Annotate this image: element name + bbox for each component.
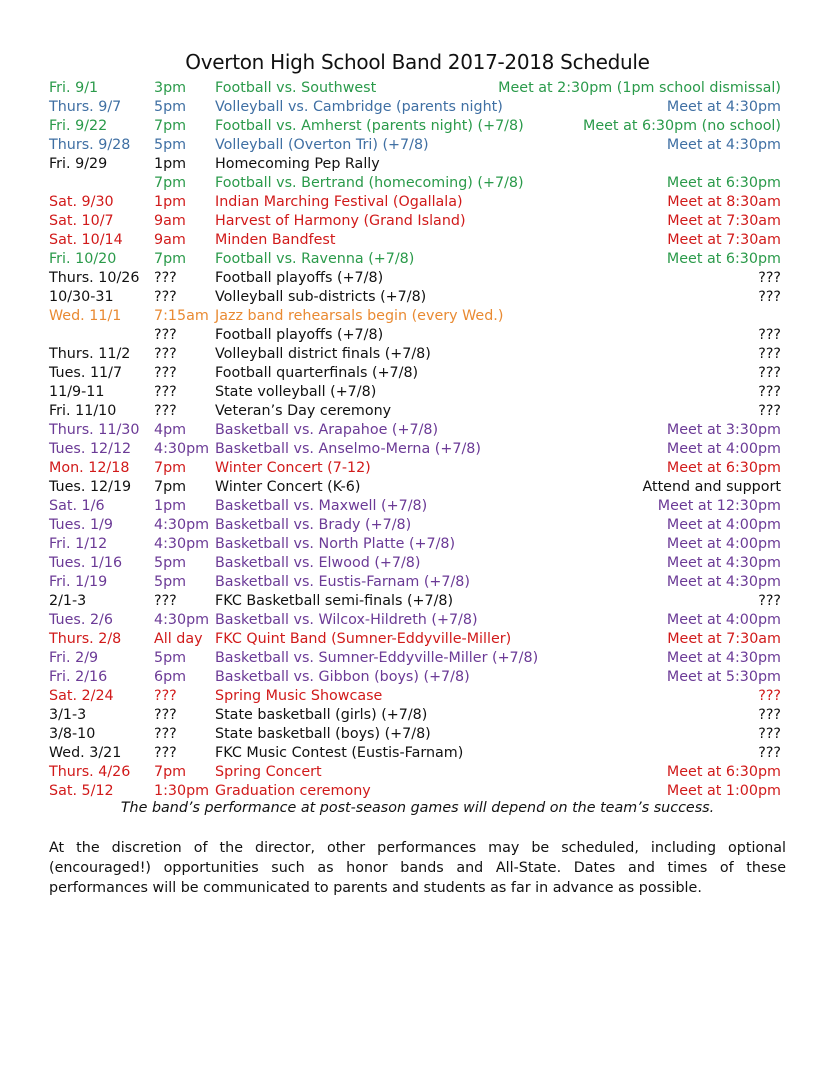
schedule-date: Fri. 9/29 (49, 156, 108, 172)
schedule-date: Sat. 10/14 (49, 232, 123, 248)
schedule-event: FKC Quint Band (Sumner-Eddyville-Miller) (215, 631, 512, 647)
schedule-meet-time: Meet at 4:30pm (666, 137, 781, 153)
schedule-meet-time: Meet at 4:00pm (666, 517, 781, 533)
schedule-time: 5pm (154, 574, 187, 590)
schedule-event: Volleyball vs. Cambridge (parents night) (215, 99, 503, 115)
schedule-time: 6pm (154, 669, 187, 685)
schedule-time: 1pm (154, 498, 187, 514)
schedule-date: Tues. 11/7 (49, 365, 123, 381)
page-title: Overton High School Band 2017-2018 Schedule (185, 50, 650, 74)
schedule-date: Wed. 3/21 (49, 745, 122, 761)
schedule-event: Football vs. Bertrand (homecoming) (+7/8) (215, 175, 524, 191)
schedule-date: Sat. 2/24 (49, 688, 114, 704)
schedule-date: Fri. 9/22 (49, 118, 108, 134)
schedule-date: Fri. 1/12 (49, 536, 108, 552)
schedule-event: Football playoffs (+7/8) (215, 270, 384, 286)
schedule-meet-time: Meet at 6:30pm (666, 764, 781, 780)
schedule-meet-time: Meet at 7:30am (667, 213, 781, 229)
schedule-time: ??? (154, 270, 177, 286)
schedule-time: ??? (154, 365, 177, 381)
schedule-event: Basketball vs. Wilcox-Hildreth (+7/8) (215, 612, 478, 628)
schedule-event: State basketball (boys) (+7/8) (215, 726, 431, 742)
schedule-meet-time: Meet at 4:00pm (666, 441, 781, 457)
schedule-date: 11/9-11 (49, 384, 105, 400)
schedule-time: 4pm (154, 422, 187, 438)
schedule-row (49, 649, 781, 668)
schedule-event: Basketball vs. Elwood (+7/8) (215, 555, 421, 571)
schedule-meet-time: ??? (758, 365, 781, 381)
schedule-row (49, 706, 781, 725)
schedule-row (49, 250, 781, 269)
schedule-time: 7pm (154, 479, 187, 495)
schedule-row (49, 231, 781, 250)
schedule-date: Thurs. 10/26 (49, 270, 140, 286)
schedule-meet-time: Meet at 7:30am (667, 631, 781, 647)
discretion-paragraph: At the discretion of the director, other performances may be scheduled, including optional (encouraged!) opportunities such as honor bands and All-State. Dates and times of these performances will be communicated to parents and students as far in advance as possible. (49, 840, 786, 896)
schedule-row (49, 288, 781, 307)
schedule-date: Fri. 11/10 (49, 403, 117, 419)
schedule-event: Spring Concert (215, 764, 322, 780)
schedule-event: Winter Concert (K-6) (215, 479, 361, 495)
schedule-event: Football vs. Amherst (parents night) (+7/8) (215, 118, 524, 134)
schedule-time: 1:30pm (154, 783, 210, 799)
schedule-row (49, 212, 781, 231)
schedule-date: Mon. 12/18 (49, 460, 130, 476)
schedule-meet-time: Meet at 4:30pm (666, 574, 781, 590)
schedule-time: 9am (154, 232, 186, 248)
schedule-row (49, 497, 781, 516)
schedule-meet-time: Meet at 6:30pm (666, 175, 781, 191)
schedule-meet-time: ??? (758, 403, 781, 419)
schedule-meet-time: ??? (758, 270, 781, 286)
schedule-event: Football vs. Ravenna (+7/8) (215, 251, 415, 267)
schedule-meet-time: Meet at 4:30pm (666, 99, 781, 115)
schedule-time: ??? (154, 745, 177, 761)
schedule-meet-time: Meet at 4:30pm (666, 650, 781, 666)
schedule-time: 5pm (154, 99, 187, 115)
schedule-row (49, 364, 781, 383)
schedule-date: Thurs. 2/8 (49, 631, 122, 647)
schedule-meet-time: ??? (758, 327, 781, 343)
schedule-meet-time: ??? (758, 726, 781, 742)
schedule-row (49, 592, 781, 611)
schedule-meet-time: ??? (758, 707, 781, 723)
schedule-time: 7pm (154, 175, 187, 191)
schedule-date: Fri. 2/16 (49, 669, 108, 685)
schedule-event: Basketball vs. North Platte (+7/8) (215, 536, 456, 552)
schedule-time: ??? (154, 707, 177, 723)
schedule-time: 7pm (154, 251, 187, 267)
schedule-date: Tues. 1/9 (49, 517, 113, 533)
schedule-time: 7:15am (154, 308, 209, 324)
schedule-date: Tues. 12/19 (49, 479, 132, 495)
schedule-time: ??? (154, 403, 177, 419)
schedule-meet-time: Meet at 12:30pm (657, 498, 781, 514)
schedule-meet-time: Meet at 3:30pm (666, 422, 781, 438)
schedule-row (49, 345, 781, 364)
schedule-event: Harvest of Harmony (Grand Island) (215, 213, 466, 229)
schedule-time: 4:30pm (154, 612, 210, 628)
schedule-row (49, 668, 781, 687)
schedule-meet-time: Meet at 2:30pm (1pm school dismissal) (498, 80, 781, 96)
schedule-date: Sat. 10/7 (49, 213, 114, 229)
schedule-meet-time: Meet at 6:30pm (no school) (583, 118, 781, 134)
schedule-event: Veteran’s Day ceremony (215, 403, 392, 419)
schedule-time: 5pm (154, 555, 187, 571)
schedule-row (49, 98, 781, 117)
schedule-date: Thurs. 9/28 (49, 137, 131, 153)
schedule-meet-time: ??? (758, 688, 781, 704)
schedule-row (49, 269, 781, 288)
schedule-time: 1pm (154, 194, 187, 210)
schedule-time: ??? (154, 346, 177, 362)
schedule-row (49, 155, 781, 174)
schedule-row (49, 516, 781, 535)
schedule-event: Basketball vs. Eustis-Farnam (+7/8) (215, 574, 470, 590)
schedule-row (49, 725, 781, 744)
schedule-event: Jazz band rehearsals begin (every Wed.) (215, 308, 504, 324)
schedule-date: Tues. 1/16 (49, 555, 123, 571)
schedule-meet-time: Meet at 6:30pm (666, 251, 781, 267)
schedule-time: All day (154, 631, 203, 647)
schedule-date: Tues. 2/6 (49, 612, 113, 628)
schedule-time: 4:30pm (154, 536, 210, 552)
schedule-time: 5pm (154, 650, 187, 666)
schedule-event: Volleyball district finals (+7/8) (215, 346, 431, 362)
schedule-time: 7pm (154, 118, 187, 134)
schedule-row (49, 326, 781, 345)
schedule-time: 5pm (154, 137, 187, 153)
schedule-date: 3/8-10 (49, 726, 96, 742)
schedule-time: ??? (154, 327, 177, 343)
schedule-date: Sat. 1/6 (49, 498, 105, 514)
schedule-meet-time: Meet at 7:30am (667, 232, 781, 248)
schedule-table (49, 79, 781, 801)
schedule-event: FKC Basketball semi-finals (+7/8) (215, 593, 454, 609)
schedule-row (49, 459, 781, 478)
schedule-row (49, 744, 781, 763)
performance-note: The band’s performance at post-season games will depend on the team’s success. (120, 800, 715, 816)
schedule-date: Thurs. 11/30 (49, 422, 140, 438)
schedule-meet-time: Meet at 8:30am (667, 194, 781, 210)
schedule-row (49, 383, 781, 402)
schedule-date: Fri. 2/9 (49, 650, 99, 666)
schedule-date: Fri. 10/20 (49, 251, 117, 267)
schedule-meet-time: ??? (758, 745, 781, 761)
schedule-date: Sat. 5/12 (49, 783, 114, 799)
schedule-meet-time: Meet at 1:00pm (666, 783, 781, 799)
schedule-event: FKC Music Contest (Eustis-Farnam) (215, 745, 464, 761)
schedule-row (49, 478, 781, 497)
schedule-time: ??? (154, 726, 177, 742)
schedule-event: Indian Marching Festival (Ogallala) (215, 194, 463, 210)
schedule-time: ??? (154, 289, 177, 305)
schedule-meet-time: Attend and support (642, 479, 781, 495)
schedule-row (49, 687, 781, 706)
schedule-date: 2/1-3 (49, 593, 87, 609)
schedule-row (49, 630, 781, 649)
schedule-event: Basketball vs. Sumner-Eddyville-Miller (+7/8) (215, 650, 539, 666)
schedule-meet-time: Meet at 4:00pm (666, 612, 781, 628)
schedule-time: ??? (154, 384, 177, 400)
schedule-time: 4:30pm (154, 441, 210, 457)
schedule-date: Tues. 12/12 (49, 441, 132, 457)
schedule-row (49, 79, 781, 98)
schedule-event: Basketball vs. Gibbon (boys) (+7/8) (215, 669, 470, 685)
schedule-row (49, 193, 781, 212)
schedule-row (49, 174, 781, 193)
schedule-time: 7pm (154, 764, 187, 780)
schedule-row (49, 554, 781, 573)
schedule-time: ??? (154, 688, 177, 704)
schedule-date: Fri. 1/19 (49, 574, 108, 590)
schedule-event: Football playoffs (+7/8) (215, 327, 384, 343)
schedule-event: Minden Bandfest (215, 232, 336, 248)
schedule-row (49, 136, 781, 155)
schedule-meet-time: ??? (758, 384, 781, 400)
schedule-date: Fri. 9/1 (49, 80, 99, 96)
schedule-event: Basketball vs. Anselmo-Merna (+7/8) (215, 441, 481, 457)
schedule-row (49, 307, 781, 326)
schedule-date: 3/1-3 (49, 707, 87, 723)
schedule-event: State basketball (girls) (+7/8) (215, 707, 428, 723)
schedule-date: 10/30-31 (49, 289, 114, 305)
schedule-meet-time: Meet at 4:30pm (666, 555, 781, 571)
schedule-date: Wed. 11/1 (49, 308, 122, 324)
schedule-event: State volleyball (+7/8) (215, 384, 377, 400)
schedule-row (49, 440, 781, 459)
schedule-date: Thurs. 9/7 (49, 99, 122, 115)
schedule-event: Basketball vs. Arapahoe (+7/8) (215, 422, 439, 438)
schedule-event: Basketball vs. Maxwell (+7/8) (215, 498, 428, 514)
schedule-row (49, 535, 781, 554)
schedule-event: Basketball vs. Brady (+7/8) (215, 517, 412, 533)
schedule-row (49, 421, 781, 440)
schedule-meet-time: Meet at 5:30pm (666, 669, 781, 685)
schedule-event: Graduation ceremony (215, 783, 371, 799)
schedule-row (49, 763, 781, 782)
schedule-event: Volleyball (Overton Tri) (+7/8) (215, 137, 429, 153)
schedule-event: Spring Music Showcase (215, 688, 383, 704)
schedule-meet-time: Meet at 6:30pm (666, 460, 781, 476)
schedule-date: Thurs. 11/2 (49, 346, 131, 362)
schedule-time: 1pm (154, 156, 187, 172)
schedule-date: Thurs. 4/26 (49, 764, 131, 780)
schedule-row (49, 117, 781, 136)
schedule-meet-time: ??? (758, 289, 781, 305)
schedule-event: Football quarterfinals (+7/8) (215, 365, 419, 381)
schedule-time: 3pm (154, 80, 187, 96)
schedule-time: 7pm (154, 460, 187, 476)
schedule-row (49, 782, 781, 801)
schedule-date: Sat. 9/30 (49, 194, 114, 210)
schedule-event: Homecoming Pep Rally (215, 156, 380, 172)
schedule-row (49, 402, 781, 421)
schedule-event: Volleyball sub-districts (+7/8) (215, 289, 427, 305)
schedule-row (49, 573, 781, 592)
schedule-event: Football vs. Southwest (215, 80, 377, 96)
schedule-time: 4:30pm (154, 517, 210, 533)
schedule-time: ??? (154, 593, 177, 609)
schedule-meet-time: Meet at 4:00pm (666, 536, 781, 552)
schedule-meet-time: ??? (758, 346, 781, 362)
schedule-time: 9am (154, 213, 186, 229)
schedule-row (49, 611, 781, 630)
schedule-meet-time: ??? (758, 593, 781, 609)
schedule-event: Winter Concert (7-12) (215, 460, 371, 476)
